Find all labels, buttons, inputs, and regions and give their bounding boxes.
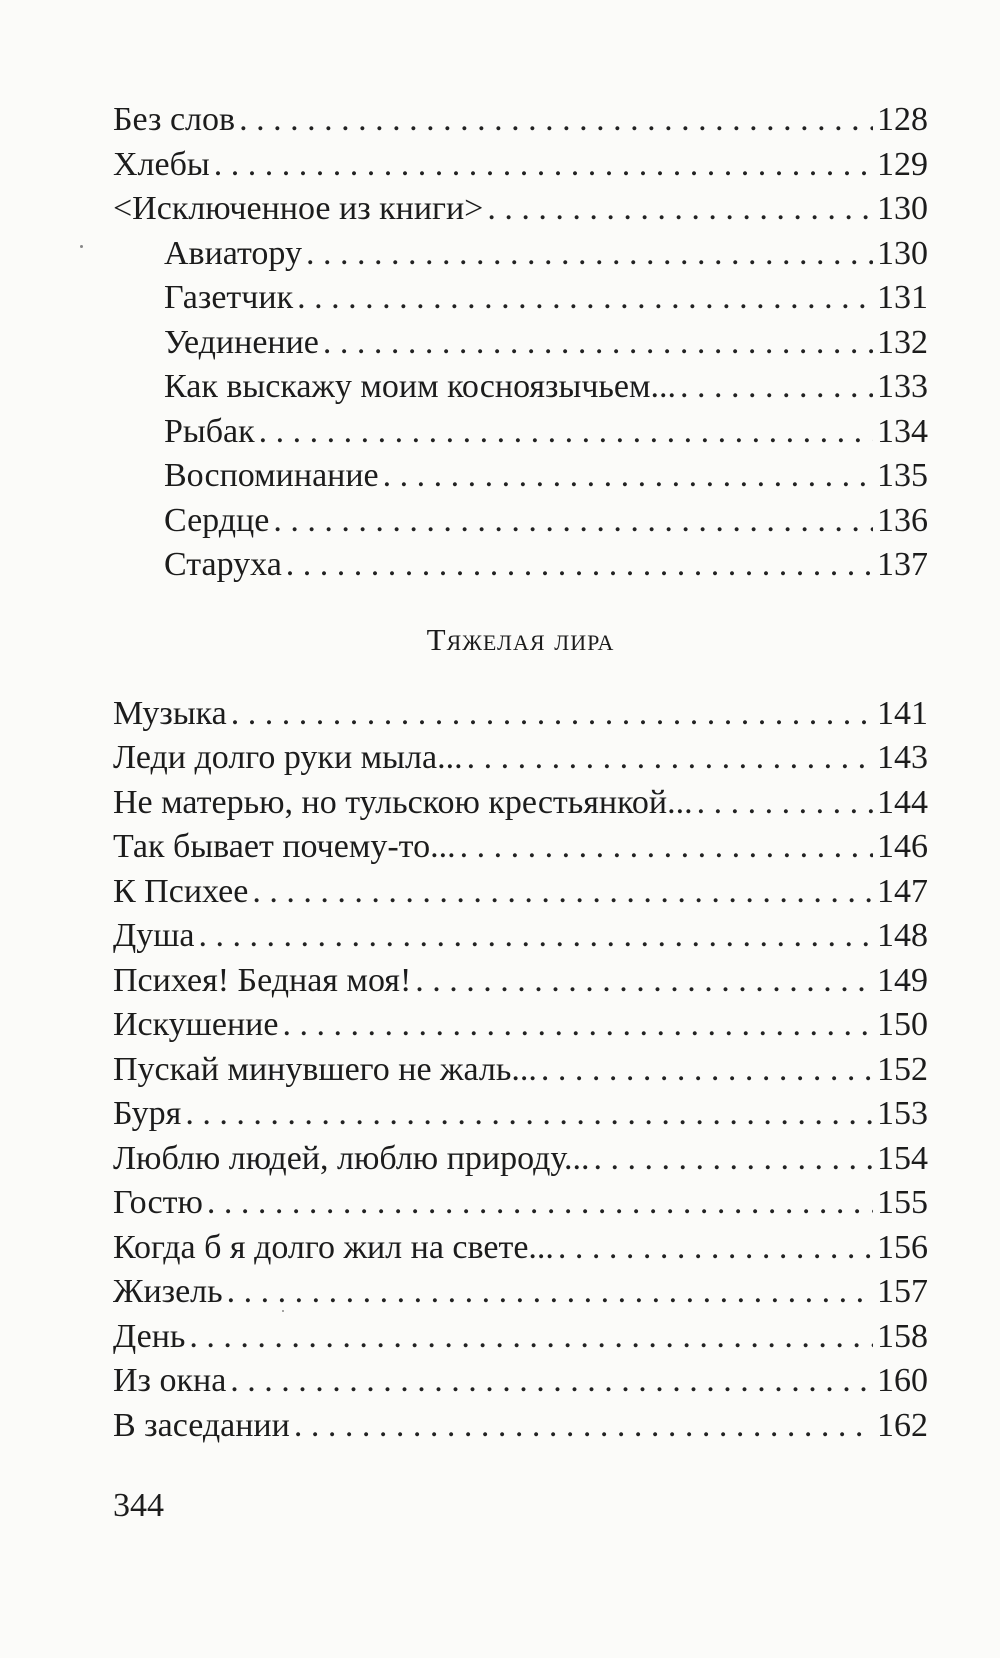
toc-entry-page: 152 xyxy=(877,1050,928,1088)
dot-leader xyxy=(282,1003,873,1048)
dot-leader xyxy=(286,543,873,588)
toc-entry xyxy=(113,543,928,588)
toc-entry xyxy=(113,736,928,781)
dot-leader xyxy=(541,1048,873,1093)
toc-entry-title: <Исключенное из книги> xyxy=(113,190,484,227)
toc-entry-page: 150 xyxy=(877,1006,928,1043)
toc-entry-title: Из окна xyxy=(113,1362,227,1399)
toc-entry-title: Душа xyxy=(113,917,195,954)
toc-entry-page: 147 xyxy=(877,872,928,910)
dot-leader xyxy=(558,1226,873,1271)
toc-entry-title: Люблю людей, люблю природу... xyxy=(113,1139,590,1177)
toc-entry-page: 135 xyxy=(877,457,928,494)
toc-entry-title: Леди долго руки мыла... xyxy=(113,739,463,776)
toc-entry xyxy=(113,692,928,737)
toc-entry-title: Не матерью, но тульскою крестьянкой... xyxy=(113,783,693,821)
toc-entry-page: 157 xyxy=(877,1273,928,1310)
toc-entry-page: 146 xyxy=(877,828,928,865)
toc-entry-page: 132 xyxy=(877,323,928,361)
toc-entry xyxy=(113,1226,928,1271)
toc-entry xyxy=(113,825,928,870)
toc-entry-title: Когда б я долго жил на свете... xyxy=(113,1228,554,1266)
toc-entry xyxy=(113,1092,928,1137)
toc-entry-page: 153 xyxy=(877,1095,928,1132)
dot-leader xyxy=(259,410,873,455)
toc-entry-page: 155 xyxy=(877,1184,928,1221)
dot-leader xyxy=(230,1359,873,1404)
toc-entry-page: 154 xyxy=(877,1139,928,1177)
toc-entry-page: 133 xyxy=(877,368,928,405)
dot-leader xyxy=(252,870,873,915)
toc-entry-title: Музыка xyxy=(113,694,227,732)
dot-leader xyxy=(297,276,873,321)
toc-entry xyxy=(113,98,928,143)
toc-entry xyxy=(113,1003,928,1048)
toc-entry-title: В заседании xyxy=(113,1406,290,1444)
toc-entry xyxy=(113,781,928,826)
toc-entry-title: Жизель xyxy=(113,1273,223,1310)
dot-leader xyxy=(460,825,873,870)
dot-leader xyxy=(207,1181,873,1226)
toc-entry-title: К Психее xyxy=(113,872,249,910)
page-number: 344 xyxy=(113,1487,164,1524)
toc-entry-title: Авиатору xyxy=(164,234,302,272)
toc-entry xyxy=(113,959,928,1004)
toc-entry xyxy=(113,870,928,915)
dot-leader xyxy=(467,736,873,781)
toc-entry-page: 162 xyxy=(877,1406,928,1444)
toc-entry xyxy=(113,232,928,277)
toc-entry xyxy=(113,187,928,232)
toc-entry xyxy=(113,143,928,188)
toc-entry xyxy=(113,321,928,366)
toc-entry-page: 149 xyxy=(877,961,928,999)
toc-entry-page: 130 xyxy=(877,234,928,272)
section-heading: Тяжелая лира xyxy=(426,621,615,657)
dot-leader xyxy=(185,1092,873,1137)
dot-leader xyxy=(198,914,873,959)
toc-entry xyxy=(113,914,928,959)
dot-leader xyxy=(697,781,873,826)
dot-leader xyxy=(594,1137,874,1182)
toc-entry-page: 156 xyxy=(877,1228,928,1266)
toc-entry xyxy=(113,1137,928,1182)
toc-entry-title: Пускай минувшего не жаль... xyxy=(113,1050,537,1088)
toc-entry xyxy=(113,1181,928,1226)
toc-entry-title: Гостю xyxy=(113,1184,203,1221)
dot-leader xyxy=(487,187,873,232)
dot-leader xyxy=(383,454,873,499)
toc-entry-page: 137 xyxy=(877,546,928,583)
scan-speck xyxy=(282,1310,284,1312)
toc-entry-title: Хлебы xyxy=(113,145,210,183)
toc-entry-page: 128 xyxy=(877,101,928,138)
toc-entry-page: 158 xyxy=(877,1317,928,1355)
toc-entry-title: Старуха xyxy=(164,546,282,583)
toc-entry-page: 131 xyxy=(877,279,928,316)
dot-leader xyxy=(227,1270,873,1315)
toc-entry-title: Без слов xyxy=(113,101,236,138)
dot-leader xyxy=(680,365,873,410)
toc-entry-title: Как выскажу моим косноязычьем... xyxy=(164,368,677,405)
dot-leader xyxy=(415,959,873,1004)
toc-entry-page: 144 xyxy=(877,783,928,821)
toc-entry-page: 129 xyxy=(877,145,928,183)
toc-entry xyxy=(113,365,928,410)
toc-entry xyxy=(113,276,928,321)
toc-entry-title: Психея! Бедная моя! xyxy=(113,961,412,999)
toc-entry-title: Газетчик xyxy=(164,279,294,316)
dot-leader xyxy=(239,98,873,143)
toc-entry-page: 143 xyxy=(877,739,928,776)
toc-entry xyxy=(113,1315,928,1360)
toc-entry xyxy=(113,1270,928,1315)
dot-leader xyxy=(323,321,873,366)
toc-entry xyxy=(113,410,928,455)
dot-leader xyxy=(231,692,873,737)
dot-leader xyxy=(306,232,873,277)
toc-entry-title: Воспоминание xyxy=(164,457,379,494)
toc-entry xyxy=(113,1048,928,1093)
dot-leader xyxy=(189,1315,873,1360)
toc-entry-title: Сердце xyxy=(164,501,270,539)
dot-leader xyxy=(214,143,873,188)
toc-entry xyxy=(113,499,928,544)
toc-group-1 xyxy=(113,98,928,588)
toc-entry-title: Рыбак xyxy=(164,412,255,450)
toc-entry-title: Так бывает почему-то... xyxy=(113,828,456,865)
table-of-contents xyxy=(113,98,928,1448)
dot-leader xyxy=(273,499,873,544)
toc-entry-page: 160 xyxy=(877,1362,928,1399)
toc-entry-page: 141 xyxy=(877,694,928,732)
toc-entry xyxy=(113,1359,928,1404)
toc-entry-title: День xyxy=(113,1317,186,1355)
toc-entry-page: 136 xyxy=(877,501,928,539)
toc-entry-page: 134 xyxy=(877,412,928,450)
toc-entry xyxy=(113,454,928,499)
toc-entry-page: 148 xyxy=(877,917,928,954)
toc-entry xyxy=(113,1404,928,1449)
toc-entry-page: 130 xyxy=(877,190,928,227)
toc-entry-title: Искушение xyxy=(113,1006,279,1043)
scan-speck xyxy=(80,245,83,248)
dot-leader xyxy=(294,1404,873,1449)
toc-group-2 xyxy=(113,692,928,1449)
toc-entry-title: Буря xyxy=(113,1095,182,1132)
toc-entry-title: Уединение xyxy=(164,323,319,361)
